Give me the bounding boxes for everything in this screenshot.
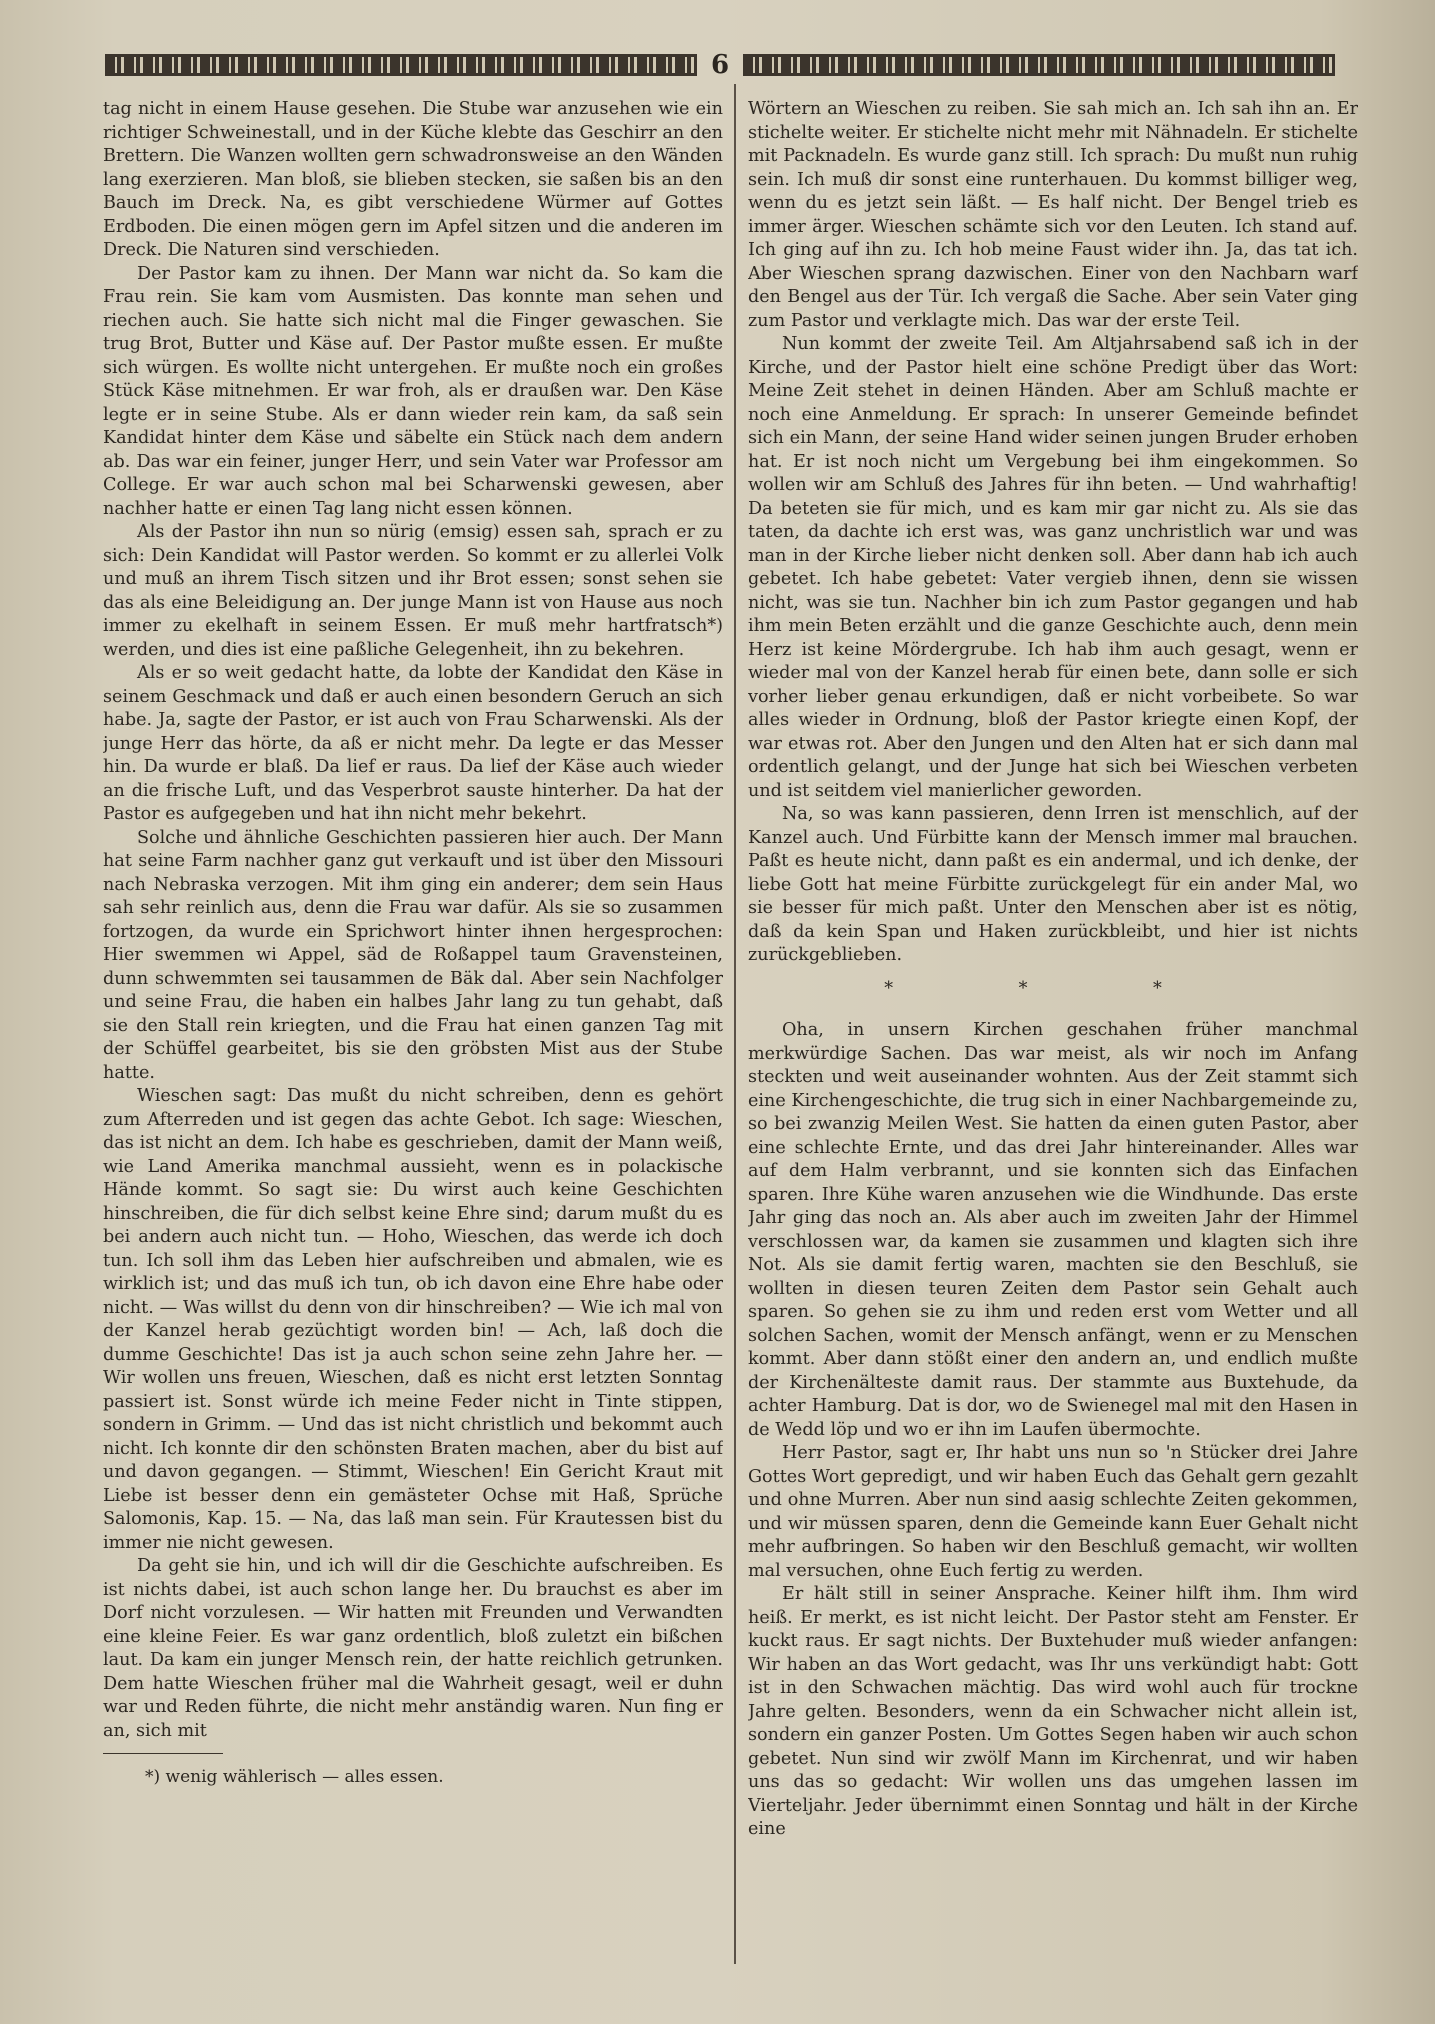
footnote-rule <box>103 1753 223 1754</box>
paragraph: Herr Pastor, sagt er, Ihr habt uns nun so 'n Stücker drei Jahre Gottes Wort gepredigt, und wir haben Euch das Gehalt gern gezahlt und ohne Murren. Aber nun sind aasig schlechte Zeiten gekommen, und wir müssen sparen, denn die Gemeinde kann Euer Gehalt nicht mehr aufbringen. So haben wir den Beschluß gemacht, wir wollten mal versuchen, ohne Euch fertig zu werden. <box>748 1443 1358 1581</box>
paragraph: Oha, in unsern Kirchen geschahen früher manchmal merkwürdige Sachen. Das war meist, als wir noch im Anfang steckten und weit auseinander wohnten. Aus der Zeit stammt sich eine Kirchengeschichte, die trug sich in einer Nachbargemeinde zu, so bei zwanzig Meilen West. Sie hatten da einen guten Pastor, aber eine schlechte Ernte, und das drei Jahr hintereinander. Alles war auf dem Halm verbrannt, und sie konnten sich das Einfachen sparen. Ihre Kühe waren anzusehen wie die Windhunde. Das erste Jahr ging das noch an. Als aber auch im zweiten Jahr der Himmel verschlossen war, da kamen sie zusammen und klagten sich ihre Not. Als sie damit fertig waren, machten sie den Beschluß, sie wollten in diesen teuren Zeiten dem Pastor sein Gehalt auch sparen. So gehen sie zu ihm und reden erst vom Wetter und all solchen Sachen, womit der Mensch anfängt, wenn er zu Menschen kommt. Aber dann stößt einer den andern an, und endlich mußte der Kirchenälteste damit raus. Der stammte aus Buxtehude, da achter Hamburg. Dat is dor, wo de Swienegel mal mit den Hasen in de Wedd löp und wo er ihn im Laufen übermochte. <box>748 1020 1358 1440</box>
left-column <box>103 98 723 1978</box>
right-column <box>748 98 1358 1978</box>
paragraph: Als er so weit gedacht hatte, da lobte der Kandidat den Käse in seinem Geschmack und daß er auch einen besondern Geruch an sich habe. Ja, sagte der Pastor, er ist auch von Frau Scharwenski. Als der junge Herr das hörte, da aß er nicht mehr. Da legte er das Messer hin. Da wurde er blaß. Da lief er raus. Da lief der Käse auch wieder an die frische Luft, und das Vesperbrot sauste hinterher. Da hat der Pastor es aufgegeben und hat ihn nicht mehr bekehrt. <box>103 663 723 824</box>
footnote: *) wenig wählerisch — alles essen. <box>145 1767 444 1787</box>
paragraph: Der Pastor kam zu ihnen. Der Mann war nicht da. So kam die Frau rein. Sie kam vom Ausmisten. Das konnte man sehen und riechen auch. Sie hatte sich nicht mal die Finger gewaschen. Sie trug Brot, Butter und Käse auf. Der Pastor mußte essen. Er mußte sich würgen. Es wollte nicht untergehen. Er mußte noch ein großes Stück Käse mitnehmen. Er war froh, als er draußen war. Den Käse legte er in seine Stube. Als er dann wieder rein kam, da saß sein Kandidat hinter dem Käse und säbelte ein Stück nach dem andern ab. Das war ein feiner, junger Herr, und sein Vater war Professor am College. Er war auch schon mal bei Scharwenski gewesen, aber nachher hatte er einen Tag lang nicht essen können. <box>103 263 723 519</box>
paragraph: Solche und ähnliche Geschichten passieren hier auch. Der Mann hat seine Farm nachher ganz gut verkauft und ist über den Missouri nach Nebraska verzogen. Mit ihm ging ein anderer; dem sein Haus sah sehr reinlich aus, denn die Frau war dafür. Als sie so zusammen fortzogen, da wurde ein Sprichwort hinter ihnen hergesprochen: Hier swemmen wi Appel, säd de Roßappel taum Gravensteinen, dunn schwemmten sei tausammen de Bäk dal. Aber sein Nachfolger und seine Frau, die haben ein halbes Jahr lang zu tun gehabt, daß sie den Stall rein kriegten, und die Frau hat einen ganzen Tag mit der Schüffel gearbeitet, bis sie den gröbsten Mist aus der Stube hatte. <box>103 827 723 1083</box>
page-number: 6 <box>710 50 730 80</box>
page-header <box>105 50 1335 80</box>
paragraph: Da geht sie hin, und ich will dir die Geschichte aufschreiben. Es ist nichts dabei, ist auch schon lange her. Du brauchst es aber im Dorf nicht vorzulesen. — Wir hatten mit Freunden und Verwandten eine kleine Feier. Es war ganz ordentlich, bloß zuletzt ein bißchen laut. Da kam ein junger Mensch rein, der hatte reichlich getrunken. Dem hatte Wieschen früher mal die Wahrheit gesagt, weil er duhn war und Reden führte, die nicht mehr anständig waren. Nun fing er an, sich mit <box>103 1556 723 1741</box>
paragraph: Als der Pastor ihn nun so nürig (emsig) essen sah, sprach er zu sich: Dein Kandidat will Pastor werden. So kommt er zu allerlei Volk und muß an ihrem Tisch sitzen und ihr Brot essen; sonst sehen sie das als eine Beleidigung an. Der junge Mann ist von Hause aus noch immer zu ekelhaft in seinem Essen. Er muß mehr hartfratsch*) werden, und dies ist eine paßliche Gelegenheit, ihn zu bekehren. <box>103 522 723 660</box>
header-ornament-left <box>105 54 697 76</box>
section-separator: * * * <box>884 978 1222 999</box>
paragraph: Nun kommt der zweite Teil. Am Altjahrsabend saß ich in der Kirche, und der Pastor hielt eine schöne Predigt über das Wort: Meine Zeit stehet in deinen Händen. Aber am Schluß machte er noch eine Anmeldung. Er sprach: In unserer Gemeinde befindet sich ein Mann, der seine Hand wider seinen jungen Bruder erhoben hat. Er ist noch nicht um Vergebung bei ihm eingekommen. So wollen wir am Schluß des Jahres für ihn beten. — Und wahrhaftig! Da beteten sie für mich, und es kam mir gar nicht zu. Als sie das taten, da dachte ich erst was, was ganz unchristlich war und was man in der Kirche lieber nicht denken soll. Aber dann hab ich auch gebetet. Ich habe gebetet: Vater vergieb ihnen, denn sie wissen nicht, was sie tun. Nachher bin ich zum Pastor gegangen und hab ihm mein Beten erzählt und die ganze Geschichte auch, denn mein Herz ist keine Mördergrube. Ich hab ihm auch gesagt, wenn er wieder mal von der Kanzel herab für einen bete, dann solle er sich vorher lieber genau erkundigen, daß er nicht vorbeibete. So war alles wieder in Ordnung, bloß der Pastor kriegte einen Kopf, der war etwas rot. Aber den Jungen und den Alten hat er sich dann mal ordentlich gelangt, und der Junge hat sich bei Wieschen verbeten und ist seitdem viel manierlicher geworden. <box>748 334 1358 801</box>
paragraph: Wörtern an Wieschen zu reiben. Sie sah mich an. Ich sah ihn an. Er stichelte weiter. Er stichelte nicht mehr mit Nähnadeln. Er stichelte mit Packnadeln. Es wurde ganz still. Ich sprach: Du mußt nun ruhig sein. Ich muß dir sonst eine runterhauen. Du kommst billiger weg, wenn du es jetzt sein läßt. — Es half nicht. Der Bengel trieb es immer ärger. Wieschen schämte sich vor den Leuten. Ich stand auf. Ich ging auf ihn zu. Ich hob meine Faust wider ihn. Ja, das tat ich. Aber Wieschen sprang dazwischen. Einer von den Nachbarn warf den Bengel aus der Tür. Ich vergaß die Sache. Aber sein Vater ging zum Pastor und verklagte mich. Das war der erste Teil. <box>748 99 1358 331</box>
paragraph: Wieschen sagt: Das mußt du nicht schreiben, denn es gehört zum Afterreden und ist gegen das achte Gebot. Ich sage: Wieschen, das ist nicht an dem. Ich habe es geschrieben, damit der Mann weiß, wie Land Amerika manchmal aussieht, wenn es in polackische Hände kommt. So sagt sie: Du wirst auch keine Geschichten hinschreiben, die für dich selbst keine Ehre sind; darum mußt du es bei andern auch nicht tun. — Hoho, Wieschen, das werde ich doch tun. Ich soll ihm das Leben hier aufschreiben und abmalen, wie es wirklich ist; und das muß ich tun, ob ich davon eine Ehre habe oder nicht. — Was willst du denn von dir hinschreiben? — Wie ich mal von der Kanzel herab gezüchtigt worden bin! — Ach, laß doch die dumme Geschichte! Das ist ja auch schon seine zehn Jahre her. — Wir wollen uns freuen, Wieschen, daß es nicht erst letzten Sonntag passiert ist. Sonst würde ich meine Feder nicht in Tinte stippen, sondern in Grimm. — Und das ist nicht christlich und bekommt auch nicht. Ich konnte dir den schönsten Braten machen, aber du bist auf und davon gegangen. — Stimmt, Wieschen! Ein Gericht Kraut mit Liebe ist besser denn ein gemästeter Ochse mit Haß, Sprüche Salomonis, Kap. 15. — Na, das laß man sein. Für Krautessen bist du immer nie nicht gewesen. <box>103 1086 723 1553</box>
paragraph: Na, so was kann passieren, denn Irren ist menschlich, auf der Kanzel auch. Und Fürbitte kann der Mensch immer mal brauchen. Paßt es heute nicht, dann paßt es ein andermal, und ich denke, der liebe Gott hat meine Fürbitte zurückgelegt für ein ander Mal, wo sie besser für mich paßt. Unter den Menschen aber ist es nötig, daß da kein Span und Haken zurückbleibt, und hier ist nichts zurückgeblieben. <box>748 804 1358 965</box>
paragraph: Er hält still in seiner Ansprache. Keiner hilft ihm. Ihm wird heiß. Er merkt, es ist nicht leicht. Der Pastor steht am Fenster. Er kuckt raus. Er sagt nichts. Der Buxtehuder muß wieder anfangen: Wir haben an das Wort gedacht, was Ihr uns verkündigt habt: Gott ist in den Schwachen mächtig. Das wird wohl auch für trockne Jahre gelten. Besonders, wenn da ein Schwacher nicht allein ist, sondern ein ganzer Posten. Um Gottes Segen haben wir auch schon gebetet. Nun sind wir zwölf Mann im Kirchenrat, und wir haben uns das so gedacht: Wir wollen uns das umgehen lassen im Vierteljahr. Jeder übernimmt einen Sonntag und hält in der Kirche eine <box>748 1584 1358 1839</box>
header-ornament-right <box>743 54 1335 76</box>
paragraph: tag nicht in einem Hause gesehen. Die Stube war anzusehen wie ein richtiger Schweinestall, und in der Küche klebte das Geschirr an den Brettern. Die Wanzen wollten gern schwadronsweise an den Wänden lang exerzieren. Man bloß, sie blieben stecken, sie saßen bis an den Bauch im Dreck. Na, es gibt verschiedene Würmer auf Gottes Erdboden. Die einen mögen gern im Apfel sitzen und die anderen im Dreck. Die Naturen sind verschieden. <box>103 99 723 260</box>
column-divider <box>734 84 736 1964</box>
